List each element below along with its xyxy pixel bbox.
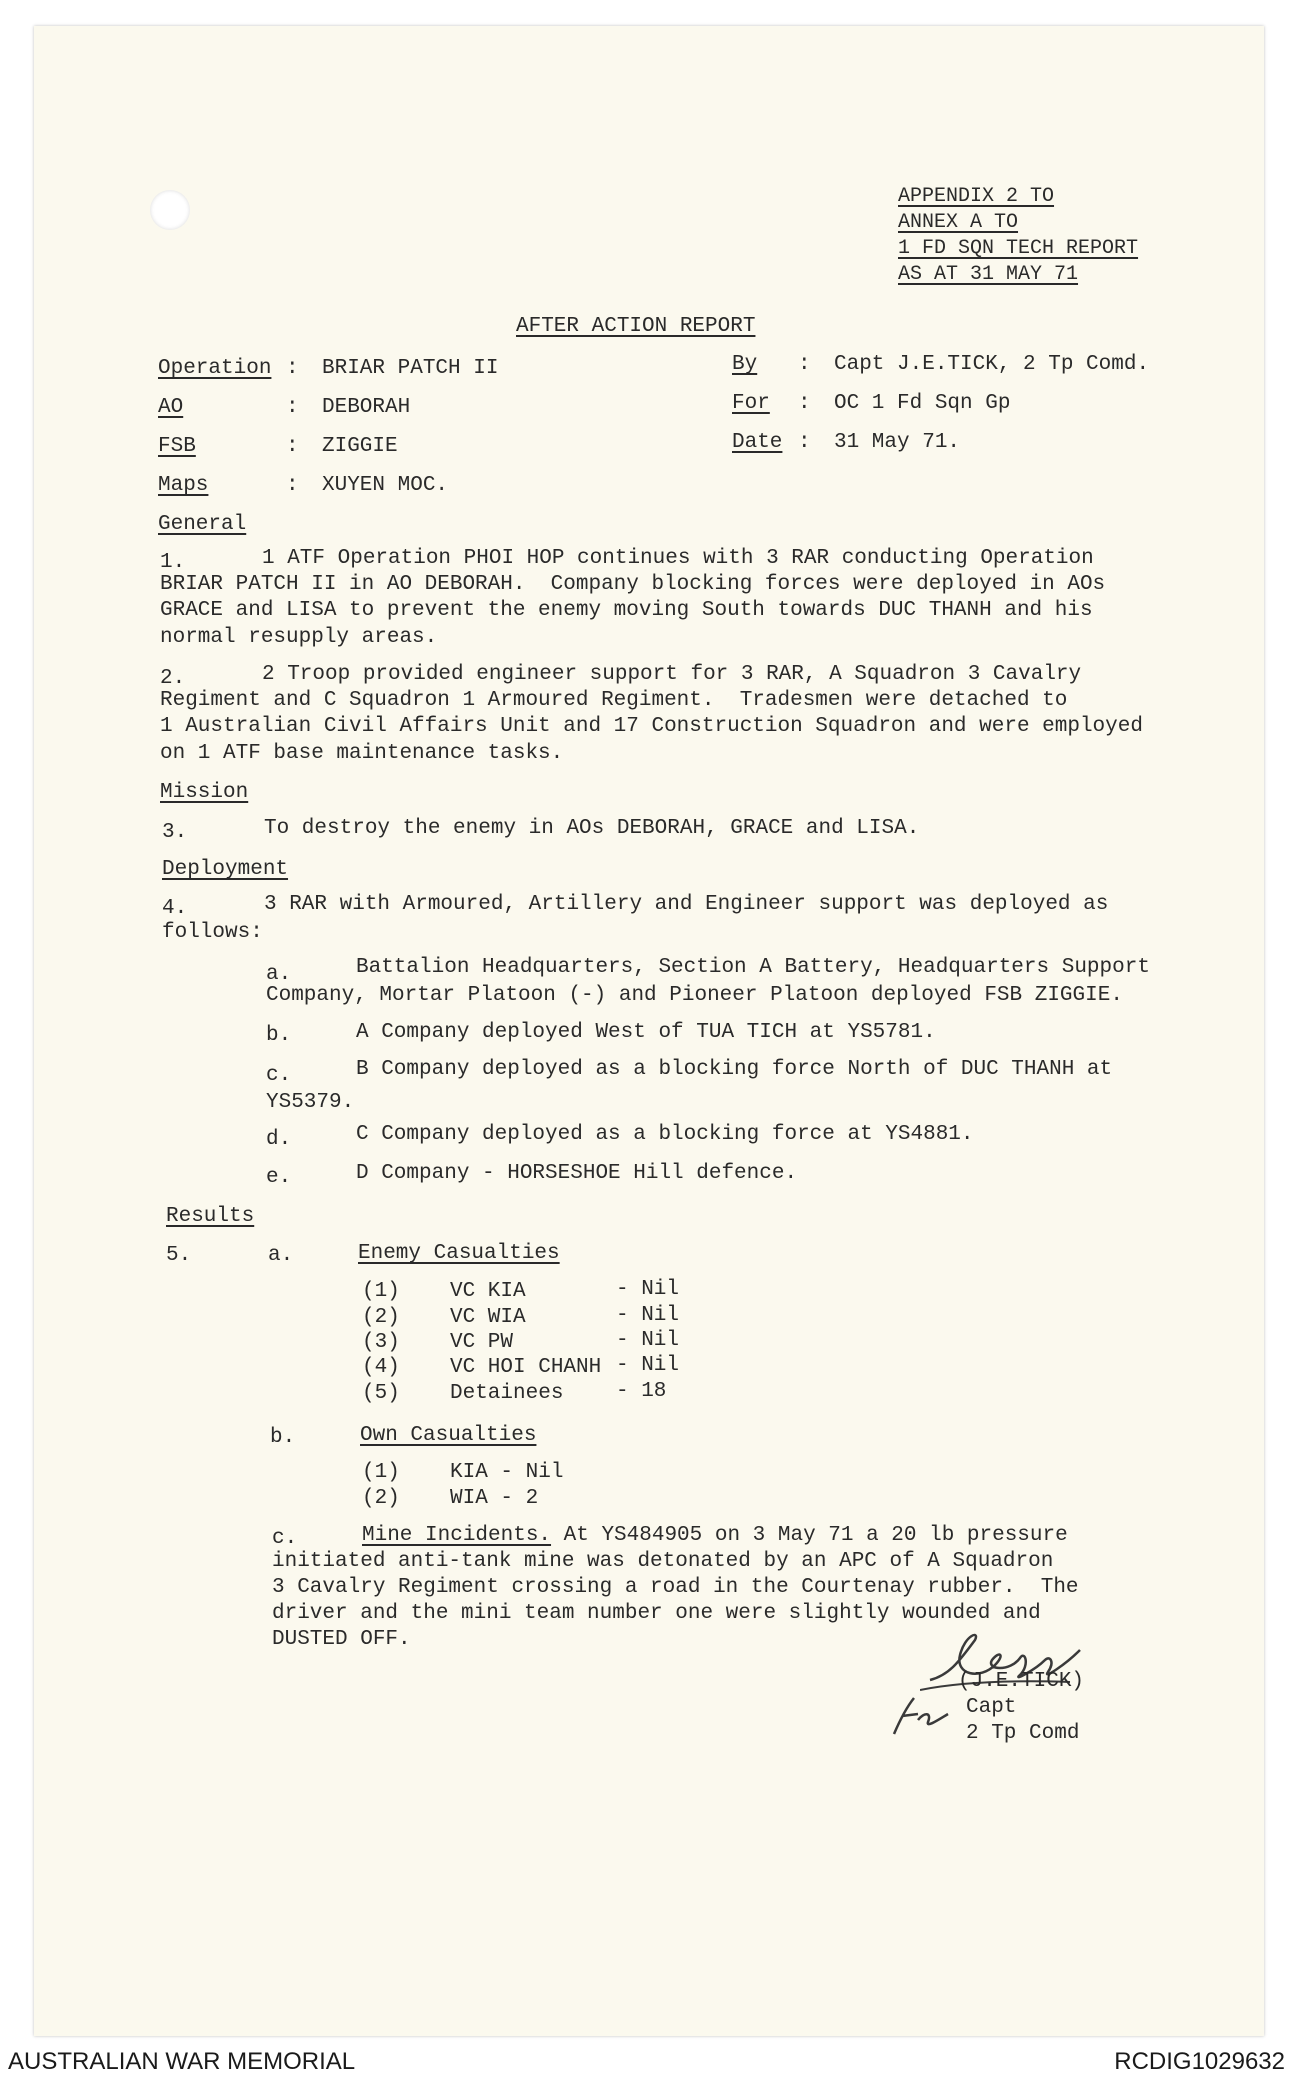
value-by: Capt J.E.TICK, 2 Tp Comd. [834, 353, 1150, 376]
value-operation: BRIAR PATCH II [322, 357, 499, 380]
row-value: - Nil [616, 1278, 680, 1301]
row-value: - Nil [616, 1304, 680, 1327]
own-casualties-heading: Own Casualties [360, 1424, 537, 1447]
signatory-rank: Capt [966, 1696, 1017, 1719]
enemy-casualties-heading: Enemy Casualties [358, 1242, 560, 1265]
value-for: OC 1 Fd Sqn Gp [834, 392, 1011, 415]
row-item: WIA - 2 [450, 1487, 539, 1510]
appendix-line: ANNEX A TO [898, 211, 1019, 234]
value-maps: XUYEN MOC. [322, 474, 449, 497]
appendix-line: APPENDIX 2 TO [898, 185, 1055, 208]
item-b-line: A Company deployed West of TUA TICH at YS5781. [356, 1021, 936, 1044]
para2-line: 2 Troop provided engineer support for 3 RAR, A Squadron 3 Cavalry [262, 663, 1082, 686]
item-e-line: D Company - HORSESHOE Hill defence. [356, 1162, 798, 1185]
item-c-line: B Company deployed as a blocking force North of DUC THANH at [356, 1058, 1113, 1081]
mine-incident-text: At YS484905 on 3 May 71 a 20 lb pressure [551, 1524, 1068, 1547]
item-letter: a. [266, 963, 292, 986]
row-value: - 18 [616, 1380, 667, 1403]
para-number: 5. [166, 1244, 192, 1267]
para4-line: 3 RAR with Armoured, Artillery and Engineer support was deployed as [264, 893, 1109, 916]
colon: : [286, 474, 299, 497]
para2-line: Regiment and C Squadron 1 Armoured Regiment. Tradesmen were detached to [160, 689, 1068, 712]
row-value: - Nil [616, 1329, 680, 1352]
label-operation: Operation [158, 357, 272, 380]
mine-incident-line: 3 Cavalry Regiment crossing a road in the Courtenay rubber. The [272, 1576, 1079, 1599]
punch-hole [150, 190, 190, 230]
signatory-role: 2 Tp Comd [966, 1722, 1080, 1745]
item-letter: c. [266, 1064, 292, 1087]
item-a-line: Battalion Headquarters, Section A Battery, Headquarters Support [356, 956, 1150, 979]
handwritten-for-mark [888, 1690, 958, 1740]
para1-line: 1 ATF Operation PHOI HOP continues with 3 RAR conducting Operation [262, 547, 1094, 570]
section-deployment: Deployment [162, 858, 289, 881]
para2-line: 1 Australian Civil Affairs Unit and 17 Construction Squadron and were employed [160, 715, 1143, 738]
colon: : [798, 392, 811, 415]
para-number: 2. [160, 667, 186, 690]
row-item: VC WIA [450, 1306, 526, 1329]
report-title: AFTER ACTION REPORT [516, 315, 756, 338]
colon: : [798, 353, 811, 376]
para3-text: To destroy the enemy in AOs DEBORAH, GRACE and LISA. [264, 817, 920, 840]
row-item: Detainees [450, 1382, 564, 1405]
item-d-line: C Company deployed as a blocking force at YS4881. [356, 1123, 974, 1146]
footer-institution: AUSTRALIAN WAR MEMORIAL [8, 2048, 356, 2075]
mine-incident-line: driver and the mini team number one were slightly wounded and [272, 1602, 1041, 1625]
para4-line: follows: [162, 921, 263, 944]
appendix-line: AS AT 31 MAY 71 [898, 263, 1079, 286]
colon: : [286, 396, 299, 419]
label-maps: Maps [158, 474, 209, 497]
value-ao: DEBORAH [322, 396, 411, 419]
row-number: (5) [362, 1382, 400, 1405]
colon: : [798, 431, 811, 454]
item-letter: d. [266, 1128, 292, 1151]
item-letter: b. [266, 1024, 292, 1047]
item-letter: b. [270, 1426, 296, 1449]
section-results: Results [166, 1205, 255, 1228]
row-item: VC PW [450, 1331, 514, 1354]
section-general: General [158, 513, 247, 536]
footer-record-id: RCDIG1029632 [1114, 2048, 1285, 2075]
label-by: By [732, 353, 758, 376]
para2-line: on 1 ATF base maintenance tasks. [160, 742, 564, 765]
row-number: (3) [362, 1331, 400, 1354]
label-for: For [732, 392, 770, 415]
appendix-reference [898, 184, 1138, 288]
item-a-line: Company, Mortar Platoon (-) and Pioneer Platoon deployed FSB ZIGGIE. [266, 984, 1123, 1007]
row-item: KIA - Nil [450, 1461, 564, 1484]
row-item: VC KIA [450, 1280, 526, 1303]
colon: : [286, 357, 299, 380]
row-number: (4) [362, 1356, 400, 1379]
item-letter: a. [268, 1244, 294, 1267]
item-c-line: YS5379. [266, 1091, 355, 1114]
section-mission: Mission [160, 781, 249, 804]
label-fsb: FSB [158, 435, 196, 458]
value-fsb: ZIGGIE [322, 435, 398, 458]
value-date: 31 May 71. [834, 431, 961, 454]
label-date: Date [732, 431, 783, 454]
para-number: 4. [162, 897, 188, 920]
para1-line: GRACE and LISA to prevent the enemy moving South towards DUC THANH and his [160, 599, 1093, 622]
signatory-name: (J.E.TICK) [958, 1670, 1085, 1693]
row-number: (2) [362, 1487, 400, 1510]
mine-incident-first-line [362, 1523, 1068, 1549]
colon: : [286, 435, 299, 458]
row-number: (2) [362, 1306, 400, 1329]
mine-incident-line: initiated anti-tank mine was detonated by an APC of A Squadron [272, 1550, 1054, 1573]
item-letter: e. [266, 1166, 292, 1189]
para-number: 1. [160, 551, 186, 574]
para1-line: normal resupply areas. [160, 626, 438, 649]
para-number: 3. [162, 821, 188, 844]
mine-incidents-heading: Mine Incidents. [362, 1524, 552, 1547]
row-item: VC HOI CHANH [450, 1356, 602, 1379]
para1-line: BRIAR PATCH II in AO DEBORAH. Company blocking forces were deployed in AOs [160, 573, 1106, 596]
row-value: - Nil [616, 1354, 680, 1377]
item-letter: c. [272, 1527, 298, 1550]
row-number: (1) [362, 1461, 400, 1484]
label-ao: AO [158, 396, 184, 419]
row-number: (1) [362, 1280, 400, 1303]
mine-incident-line: DUSTED OFF. [272, 1628, 411, 1651]
appendix-line: 1 FD SQN TECH REPORT [898, 237, 1139, 260]
